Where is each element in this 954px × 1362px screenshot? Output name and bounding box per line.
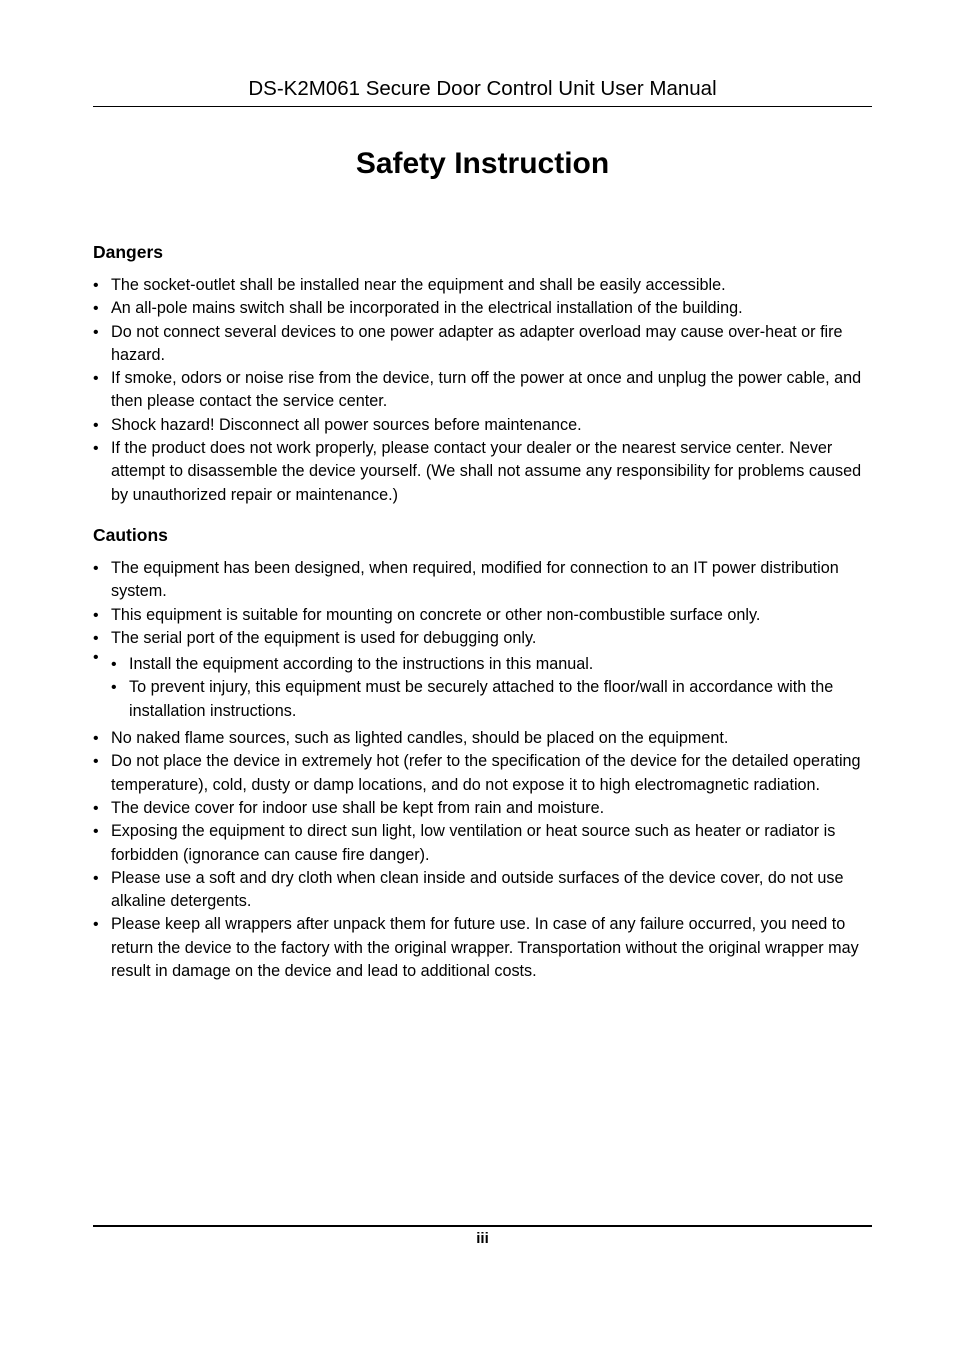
list-item: • If the product does not work properly, please contact your dealer or the nearest service center. Never attempt to disassemble the device yourself. (We shall not assume any responsibility for problems caused by unauthorized repair or maintenance.)	[93, 439, 862, 504]
page-footer	[93, 1225, 872, 1250]
sub-list	[111, 650, 873, 727]
dangers-heading: Dangers	[93, 242, 164, 262]
manual-title: DS-K2M061 Secure Door Control Unit User Manual	[248, 77, 717, 100]
list-item-nested	[93, 650, 873, 727]
bullet-icon: •	[93, 730, 99, 748]
bullet-icon: •	[111, 656, 117, 674]
list-item: • Exposing the equipment to direct sun light, low ventilation or heat source such as heater or radiator is forbidden (ignorance can cause fire danger).	[93, 822, 836, 864]
list-item: • The socket-outlet shall be installed near the equipment and shall be easily accessible.	[93, 274, 873, 297]
list-item: • This equipment is suitable for mounting on concrete or other non-combustible surface only.	[93, 604, 873, 627]
bullet-icon: •	[111, 679, 117, 697]
bullet-icon: •	[93, 300, 99, 318]
bullet-icon: •	[93, 799, 99, 817]
list-item: • The device cover for indoor use shall be kept from rain and moisture.	[93, 797, 873, 820]
page-content	[93, 238, 873, 983]
list-item: • An all-pole mains switch shall be incorporated in the electrical installation of the building.	[93, 297, 873, 320]
bullet-icon: •	[93, 753, 99, 771]
bullet-icon: •	[93, 916, 99, 934]
list-item: • Do not connect several devices to one power adapter as adapter overload may cause over-heat or fire hazard.	[93, 322, 843, 364]
cautions-heading: Cautions	[93, 524, 168, 545]
bullet-icon: •	[93, 629, 99, 647]
bullet-icon: •	[93, 370, 99, 388]
page-title: Safety Instruction	[355, 147, 610, 180]
sub-list-item: • Install the equipment according to the instructions in this manual.	[111, 653, 873, 676]
list-item: • Please keep all wrappers after unpack them for future use. In case of any failure occurred, you need to return the device to the factory with the original wrapper. Transportation without the original wrapper may result in damage on the device and lead to additional costs.	[93, 915, 859, 981]
dangers-list	[93, 274, 873, 507]
list-item: • No naked flame sources, such as lighted candles, should be placed on the equipment.	[93, 727, 873, 750]
bullet-icon: •	[93, 649, 99, 667]
bullet-icon: •	[93, 606, 99, 624]
bullet-icon: •	[93, 869, 99, 887]
list-item: • Shock hazard! Disconnect all power sources before maintenance.	[93, 414, 873, 437]
cautions-list	[93, 557, 873, 983]
bullet-icon: •	[93, 277, 99, 294]
list-item: • Do not place the device in extremely hot (refer to the specification of the device for the detailed operating temperature), cold, dusty or damp locations, and do not expose it to high electromagnetic radiation.	[93, 752, 861, 794]
list-item: • If smoke, odors or noise rise from the device, turn off the power at once and unplug the power cable, and then please contact the service center.	[93, 369, 862, 411]
list-item: • The serial port of the equipment is used for debugging only.	[93, 627, 873, 650]
bullet-icon: •	[93, 416, 99, 434]
bullet-icon: •	[93, 440, 99, 458]
bullet-icon: •	[93, 823, 99, 841]
page-header	[93, 76, 872, 107]
page-number: iii	[476, 1230, 489, 1247]
list-item: • Please use a soft and dry cloth when clean inside and outside surfaces of the device cover, do not use alkaline detergents.	[93, 868, 844, 911]
list-item: • The equipment has been designed, when required, modified for connection to an IT power distribution system.	[93, 558, 839, 601]
bullet-icon: •	[93, 323, 99, 341]
bullet-icon: •	[93, 559, 99, 577]
sub-list-item: • To prevent injury, this equipment must be securely attached to the floor/wall in accordance with the installation instructions.	[111, 678, 834, 720]
